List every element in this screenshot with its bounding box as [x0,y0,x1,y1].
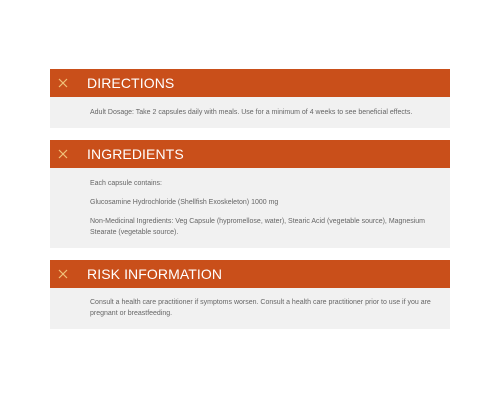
risk-text: Consult a health care practitioner if symptoms worsen. Consult a health care practitioner prior to use if you are pregnant or breastfeeding. [90,299,431,317]
section-title: INGREDIENTS [87,146,184,162]
accordion-header-ingredients[interactable] [50,140,450,168]
directions-text: Adult Dosage: Take 2 capsules daily with meals. Use for a minimum of 4 weeks to see beneficial effects. [90,109,413,116]
accordion-section-risk [50,260,450,329]
section-title: RISK INFORMATION [87,266,223,282]
ingredients-non-medicinal: Non-Medicinal Ingredients: Veg Capsule (hypromellose, water), Stearic Acid (vegetable source), Magnesium Stearate (vegetable source). [90,218,425,236]
accordion-body-risk [50,288,450,329]
accordion-header-risk[interactable] [50,260,450,288]
accordion-body-directions [50,97,450,128]
ingredients-intro: Each capsule contains: [90,180,162,187]
accordion-section-directions [50,69,450,128]
ingredients-medicinal: Glucosamine Hydrochloride (Shellfish Exoskeleton) 1000 mg [90,199,279,206]
accordion-section-ingredients [50,140,450,248]
close-x-icon[interactable] [58,149,68,159]
accordion-body-ingredients [50,168,450,248]
section-title: DIRECTIONS [87,75,175,91]
accordion-header-directions[interactable] [50,69,450,97]
close-x-icon[interactable] [58,269,68,279]
close-x-icon[interactable] [58,78,68,88]
